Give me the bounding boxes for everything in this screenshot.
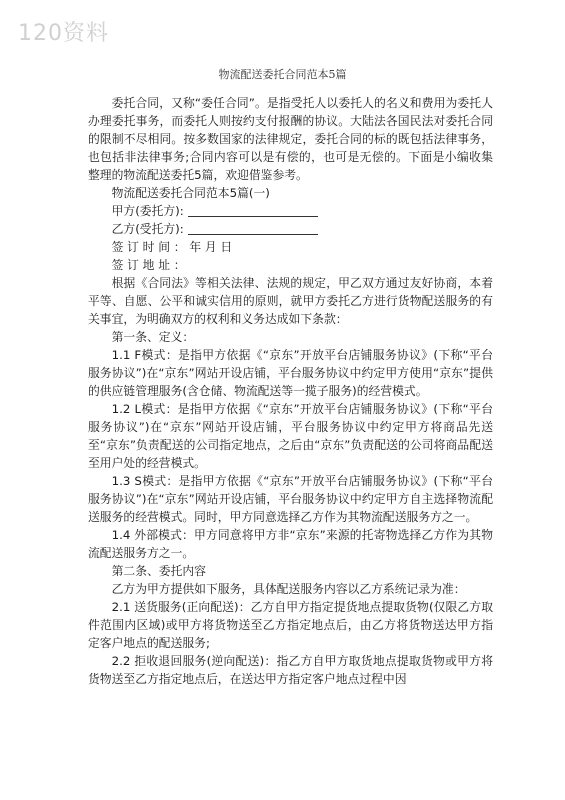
party-a-line — [88, 202, 493, 220]
signing-date: 签 订 时 间 ： 年 月 日 — [111, 240, 233, 254]
article-2-heading: 第二条、委托内容 — [111, 564, 206, 578]
party-b-blank — [188, 222, 318, 235]
intro-paragraph: 委托合同，又称“委任合同”。是指受托人以委托人的名义和费用为委托人办理委托事务，而委托人则按约支付报酬的协议。大陆法各国民法对委托合同的限制不尽相同。按多数国家的法律规定，委托合同的标的既包括法律事务，也包括非法律事务;合同内容可以是有偿的，也可是无偿的。下面是小编收集整理的物流配送委托5篇，欢迎借鉴参考。 — [88, 96, 493, 182]
party-b-label: 乙方(受托方): — [111, 222, 184, 236]
clause-2-1: 2.1 送货服务(正向配送)：乙方自甲方指定提货地点提取货物(仅限乙方取件范围内区域)或甲方将货物送至乙方指定地点后，由乙方将货物送达甲方指定客户地点的配送服务; — [88, 600, 493, 650]
article-2-intro: 乙方为甲方提供如下服务，具体配送服务内容以乙方系统记录为准： — [111, 582, 466, 596]
document-title: 物流配送委托合同范本5篇 — [218, 68, 347, 81]
party-b-line — [88, 220, 493, 238]
clause-1-4: 1.4 外部模式：甲方同意将甲方非“京东”来源的托寄物选择乙方作为其物流配送服务方之一。 — [88, 528, 493, 560]
document-body — [88, 94, 493, 688]
party-a-blank — [188, 204, 318, 217]
clause-1-1: 1.1 F模式：是指甲方依据《“京东”开放平台店铺服务协议》(下称“平台服务协议”)在“京东”网站开设店铺，平台服务协议中约定甲方使用“京东”提供的供应链管理服务(含仓储、物流配送等一揽子服务)的经营模式。 — [88, 348, 493, 398]
clause-1-3: 1.3 S模式：是指甲方依据《“京东”开放平台店铺服务协议》(下称“平台服务协议”)在“京东”网站开设店铺，平台服务协议中约定甲方自主选择物流配送服务的经营模式。同时，甲方同意选择乙方作为其物流配送服务方之一。 — [88, 474, 493, 524]
party-a-label: 甲方(委托方): — [111, 204, 184, 218]
preamble-paragraph: 根据《合同法》等相关法律、法规的规定，甲乙双方通过友好协商，本着平等、自愿、公平和诚实信用的原则，就甲方委托乙方进行货物配送服务的有关事宜，为明确双方的权利和义务达成如下条款： — [88, 276, 493, 326]
watermark-logo: 120资料 — [18, 21, 109, 46]
clause-1-2: 1.2 L模式：是指甲方依据《“京东”开放平台店铺服务协议》(下称“平台服务协议”)在“京东”网站开设店铺，平台服务协议中约定甲方将商品先送至“京东”负责配送的公司指定地点，之后由“京东”负责配送的公司将商品配送至用户处的经营模式。 — [88, 402, 493, 470]
article-1-heading: 第一条、定义： — [111, 330, 195, 344]
signing-address: 签 订 地 址 ： — [111, 258, 186, 272]
contract-heading: 物流配送委托合同范本5篇(一) — [111, 186, 270, 200]
clause-2-2: 2.2 拒收退回服务(逆向配送)：指乙方自甲方取货地点提取货物或甲方将货物送至乙方指定地点后，在送达甲方指定客户地点过程中因 — [88, 654, 493, 686]
